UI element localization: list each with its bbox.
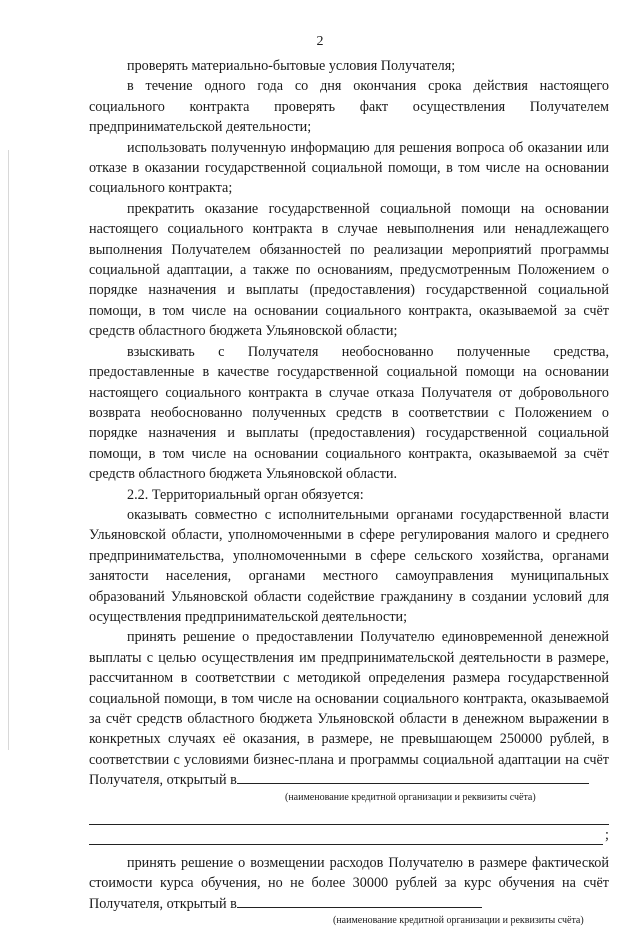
scan-edge-mark <box>8 150 9 750</box>
lump-sum-payment-text: принять решение о предоставлении Получателю единовременной денежной выплаты с целью осуществления им предпринимательской деятельности в размере, рассчитанном в соответствии с методикой определения размера государственной социальной помощи, в том числе на основании социального контракта, оказываемой за счёт средств областного бюджета Ульяновской области в денежном выражении в конкретных случаях её оказания, в размере, не превышающем 250000 рублей, в соответствии с условиями бизнес-плана и программы социальной адаптации на счёт Получателя, открытый в <box>89 629 609 789</box>
bank-account-end-mark: ; <box>605 826 609 843</box>
paragraph-terminate-assistance: прекратить оказание государственной социальной помощи на основании настоящего социального контракта в случае невыполнения или ненадлежащего выполнения Получателем обязанностей по реализации мероприятий программы социальной адаптации, а также по основаниям, предусмотренным Положением о порядке назначения и выплаты (предоставления) государственной социальной помощи, в том числе на основании социального контракта, оказываемой за счёт средств областного бюджета Ульяновской области; <box>89 200 609 340</box>
bank-account-blank-row <box>89 825 609 845</box>
document-body <box>89 56 609 927</box>
paragraph-check-living-conditions: проверять материально-бытовые условия Получателя; <box>127 58 456 74</box>
bank-account-blank-1 <box>237 783 589 784</box>
section-heading: 2.2. Территориальный орган обязуется: <box>127 486 364 503</box>
page-number: 2 <box>316 34 324 49</box>
paragraph-lump-sum-payment <box>89 627 609 790</box>
bank-account-caption-2: (наименование кредитной организации и реквизиты счёта) <box>333 915 584 927</box>
paragraph-verify-business-activity: в течение одного года со дня окончания срока действия настоящего социального контракта проверять факт осуществления Получателем предпринимательской деятельности; <box>89 78 609 136</box>
paragraph-reimburse-training <box>89 853 609 914</box>
bank-account-blank-3 <box>89 826 603 845</box>
reimburse-training-text: принять решение о возмещении расходов Получателю в размере фактической стоимости курса обучения, но не более 30000 рублей за курс обучения на счёт Получателя, открытый в <box>89 855 609 912</box>
paragraph-assist-entrepreneurship: оказывать совместно с исполнительными органами государственной власти Ульяновской области, уполномоченными в сфере регулирования малого и среднего предпринимательства, уполномоченными в сфере сельского хозяйства, органами занятости населения, органами местного самоуправления муниципальных образований Ульяновской области содействие гражданину в создании условий для осуществления предпринимательской деятельности; <box>89 506 609 625</box>
bank-account-caption-1: (наименование кредитной организации и реквизиты счёта) <box>285 791 536 803</box>
paragraph-recover-funds: взыскивать с Получателя необоснованно полученные средства, предоставленные в качестве государственной социальной помощи на основании настоящего социального контракта в случае отказа Получателя от добровольного возврата необоснованно полученных средств в соответствии с Положением о порядке назначения и выплаты (предоставления) государственной социальной помощи, в том числе на основании социального контракта, оказываемой за счёт средств областного бюджета Ульяновской области. <box>89 343 609 483</box>
bank-account-blank-2 <box>89 806 609 825</box>
paragraph-use-information: использовать полученную информацию для решения вопроса об оказании или отказе в оказании государственной социальной помощи, в том числе на основании социального контракта; <box>89 139 609 197</box>
training-bank-account-blank <box>237 907 482 908</box>
